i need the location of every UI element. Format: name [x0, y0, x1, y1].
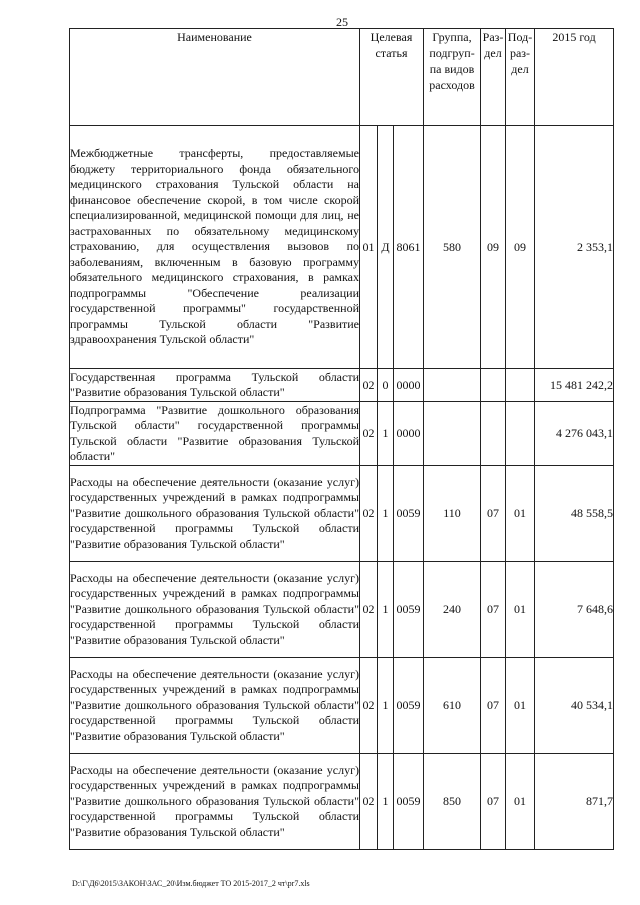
table-row	[70, 562, 614, 658]
row-cs-program: 01	[360, 126, 378, 369]
row-cs-subprogram: 1	[378, 466, 394, 562]
header-year: 2015 год	[535, 29, 614, 126]
table-row	[70, 402, 614, 466]
row-cs-program: 02	[360, 658, 378, 754]
header-expense-group: Группа, подгруп-па видов расходов	[424, 29, 481, 126]
row-cs-program: 02	[360, 466, 378, 562]
row-cs-subprogram: Д	[378, 126, 394, 369]
budget-table	[69, 28, 614, 850]
row-expense-group	[424, 369, 481, 402]
row-section	[481, 402, 506, 466]
row-expense-group: 110	[424, 466, 481, 562]
row-amount: 4 276 043,1	[535, 402, 614, 466]
header-target-article: Целевая статья	[360, 29, 424, 126]
row-cs-direction: 8061	[394, 126, 424, 369]
row-expense-group: 850	[424, 754, 481, 850]
row-subsection	[506, 369, 535, 402]
row-expense-group: 580	[424, 126, 481, 369]
table-row	[70, 369, 614, 402]
row-cs-direction: 0000	[394, 369, 424, 402]
row-amount: 7 648,6	[535, 562, 614, 658]
header-subsection: Под-раз-дел	[506, 29, 535, 126]
row-cs-subprogram: 1	[378, 402, 394, 466]
row-cs-program: 02	[360, 369, 378, 402]
row-cs-subprogram: 1	[378, 562, 394, 658]
row-subsection: 01	[506, 754, 535, 850]
row-amount: 15 481 242,2	[535, 369, 614, 402]
row-name: Государственная программа Тульской области "Развитие образования Тульской области"	[70, 369, 360, 402]
row-cs-subprogram: 1	[378, 754, 394, 850]
row-subsection	[506, 402, 535, 466]
table-row	[70, 126, 614, 369]
table-row	[70, 466, 614, 562]
row-name: Расходы на обеспечение деятельности (оказание услуг) государственных учреждений в рамках подпрограммы "Развитие дошкольного образования Тульской области" государственной программы Тульской области "Развитие образования Тульской области"	[70, 658, 360, 754]
row-cs-subprogram: 0	[378, 369, 394, 402]
table-row	[70, 658, 614, 754]
row-amount: 40 534,1	[535, 658, 614, 754]
row-subsection: 09	[506, 126, 535, 369]
row-cs-direction: 0000	[394, 402, 424, 466]
row-cs-subprogram: 1	[378, 658, 394, 754]
row-section: 07	[481, 466, 506, 562]
row-section	[481, 369, 506, 402]
file-path-footer: D:\Г\Д6\2015\ЗАКОН\ЗАС_20\Изм.бюджет ТО 2015-2017_2 чт\pr7.xls	[72, 879, 310, 888]
row-cs-program: 02	[360, 402, 378, 466]
row-name: Подпрограмма "Развитие дошкольного образования Тульской области" государственной программы Тульской области "Развитие образования Тульской области"	[70, 402, 360, 466]
row-name: Расходы на обеспечение деятельности (оказание услуг) государственных учреждений в рамках подпрограммы "Развитие дошкольного образования Тульской области" государственной программы Тульской области "Развитие образования Тульской области"	[70, 562, 360, 658]
row-amount: 2 353,1	[535, 126, 614, 369]
row-subsection: 01	[506, 658, 535, 754]
header-row	[70, 29, 614, 126]
row-name: Расходы на обеспечение деятельности (оказание услуг) государственных учреждений в рамках подпрограммы "Развитие дошкольного образования Тульской области" государственной программы Тульской области "Развитие образования Тульской области"	[70, 754, 360, 850]
row-cs-direction: 0059	[394, 754, 424, 850]
row-name: Межбюджетные трансферты, предоставляемые бюджету территориального фонда обязательного медицинского страхования Тульской области на финансовое обеспечение скорой, в том числе скорой специализированной, медицинской помощи для лиц, не застрахованных по обязательному медицинскому страхованию, для осуществления вызовов по заболеваниям, включенным в базовую программу обязательного медицинского страхования, в рамках подпрограммы "Обеспечение реализации государственной программы" государственной программы Тульской области "Развитие здравоохранения Тульской области"	[70, 126, 360, 369]
row-cs-direction: 0059	[394, 466, 424, 562]
row-cs-direction: 0059	[394, 562, 424, 658]
row-amount: 871,7	[535, 754, 614, 850]
row-name: Расходы на обеспечение деятельности (оказание услуг) государственных учреждений в рамках подпрограммы "Развитие дошкольного образования Тульской области" государственной программы Тульской области "Развитие образования Тульской области"	[70, 466, 360, 562]
row-section: 07	[481, 754, 506, 850]
header-section: Раз-дел	[481, 29, 506, 126]
row-section: 07	[481, 562, 506, 658]
row-expense-group	[424, 402, 481, 466]
row-cs-program: 02	[360, 754, 378, 850]
row-cs-program: 02	[360, 562, 378, 658]
page-number: 25	[336, 15, 348, 29]
row-subsection: 01	[506, 562, 535, 658]
row-subsection: 01	[506, 466, 535, 562]
row-amount: 48 558,5	[535, 466, 614, 562]
row-section: 07	[481, 658, 506, 754]
row-cs-direction: 0059	[394, 658, 424, 754]
row-section: 09	[481, 126, 506, 369]
header-name: Наименование	[70, 29, 360, 126]
row-expense-group: 610	[424, 658, 481, 754]
row-expense-group: 240	[424, 562, 481, 658]
table-row	[70, 754, 614, 850]
